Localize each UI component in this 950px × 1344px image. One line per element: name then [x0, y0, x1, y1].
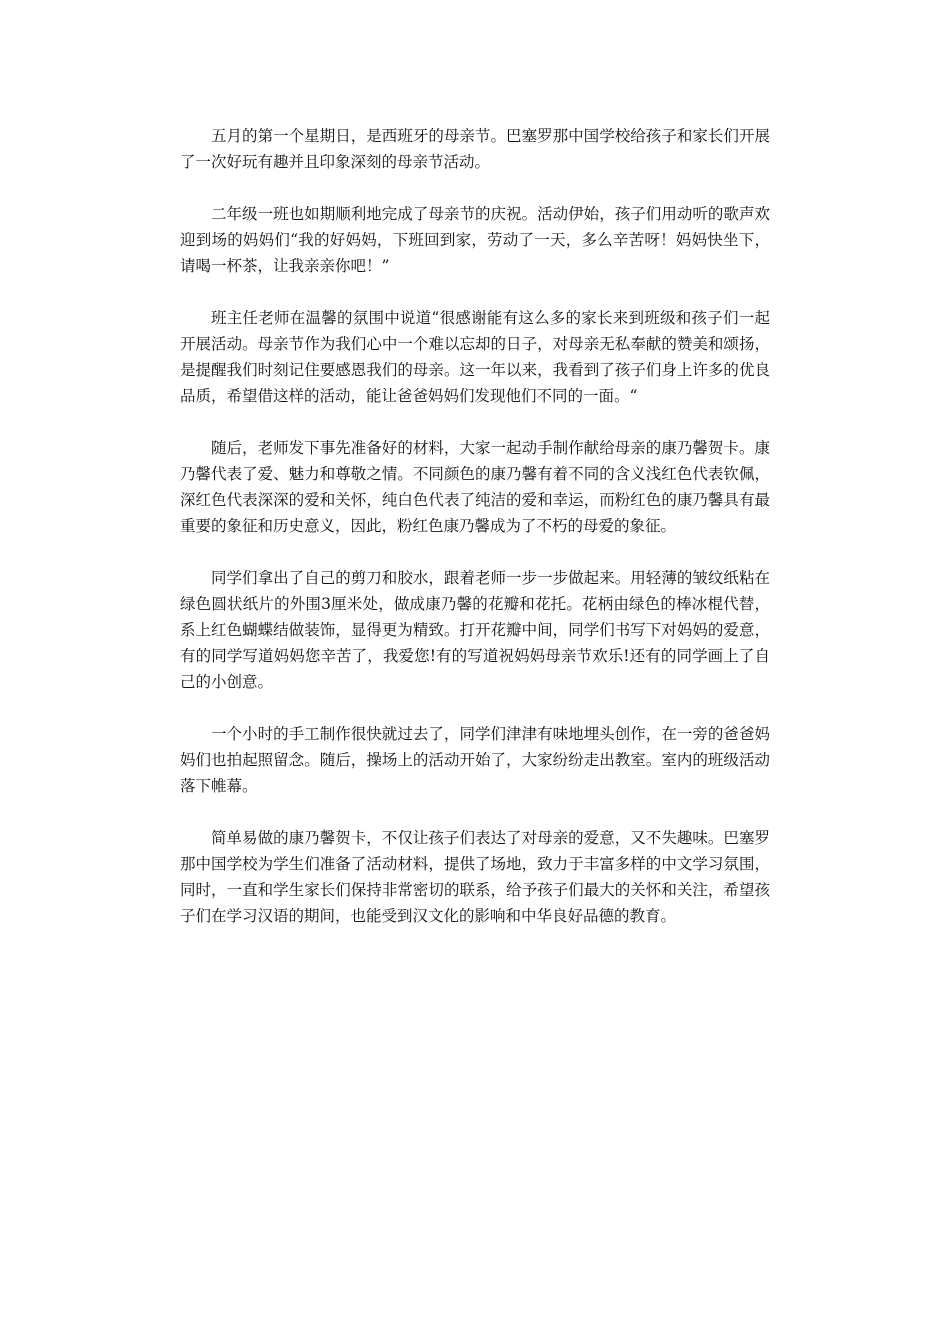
paragraph-making-cards: 同学们拿出了自己的剪刀和胶水，跟着老师一步一步做起来。用轻薄的皱纹纸粘在绿色圆状纸片的外围3厘米处，做成康乃馨的花瓣和花托。花柄由绿色的棒冰棍代替，系上红色蝴蝶结做装饰，显得更为精致。打开花瓣中间，同学们书写下对妈妈的爱意，有的同学写道妈妈您辛苦了，我爱您!有的写道祝妈妈母亲节欢乐!还有的同学画上了自己的小创意。	[180, 569, 770, 691]
paragraph-activity-end: 一个小时的手工制作很快就过去了，同学们津津有味地埋头创作，在一旁的爸爸妈妈们也拍起照留念。随后，操场上的活动开始了，大家纷纷走出教室。室内的班级活动落下帷幕。	[180, 725, 770, 795]
paragraph-song: 二年级一班也如期顺利地完成了母亲节的庆祝。活动伊始，孩子们用动听的歌声欢迎到场的妈妈们“我的好妈妈，下班回到家，劳动了一天，多么辛苦呀！妈妈快坐下，请喝一杯茶，让我亲亲你吧！”	[180, 205, 770, 275]
document-body	[180, 123, 770, 955]
paragraph-conclusion: 简单易做的康乃馨贺卡，不仅让孩子们表达了对母亲的爱意，又不失趣味。巴塞罗那中国学校为学生们准备了活动材料，提供了场地，致力于丰富多样的中文学习氛围，同时，一直和学生家长们保持非常密切的联系，给予孩子们最大的关怀和关注，希望孩子们在学习汉语的期间，也能受到汉文化的影响和中华良好品德的教育。	[180, 829, 770, 925]
paragraph-carnation-meaning: 随后，老师发下事先准备好的材料，大家一起动手制作献给母亲的康乃馨贺卡。康乃馨代表了爱、魅力和尊敬之情。不同颜色的康乃馨有着不同的含义浅红色代表钦佩，深红色代表深深的爱和关怀，纯白色代表了纯洁的爱和幸运，而粉红色的康乃馨具有最重要的象征和历史意义，因此，粉红色康乃馨成为了不朽的母爱的象征。	[180, 439, 770, 535]
paragraph-intro: 五月的第一个星期日，是西班牙的母亲节。巴塞罗那中国学校给孩子和家长们开展了一次好玩有趣并且印象深刻的母亲节活动。	[180, 127, 770, 171]
paragraph-teacher-speech: 班主任老师在温馨的氛围中说道“很感谢能有这么多的家长来到班级和孩子们一起开展活动。母亲节作为我们心中一个难以忘却的日子，对母亲无私奉献的赞美和颂扬，是提醒我们时刻记住要感恩我们的母亲。这一年以来，我看到了孩子们身上许多的优良品质，希望借这样的活动，能让爸爸妈妈们发现他们不同的一面。“	[180, 309, 770, 405]
